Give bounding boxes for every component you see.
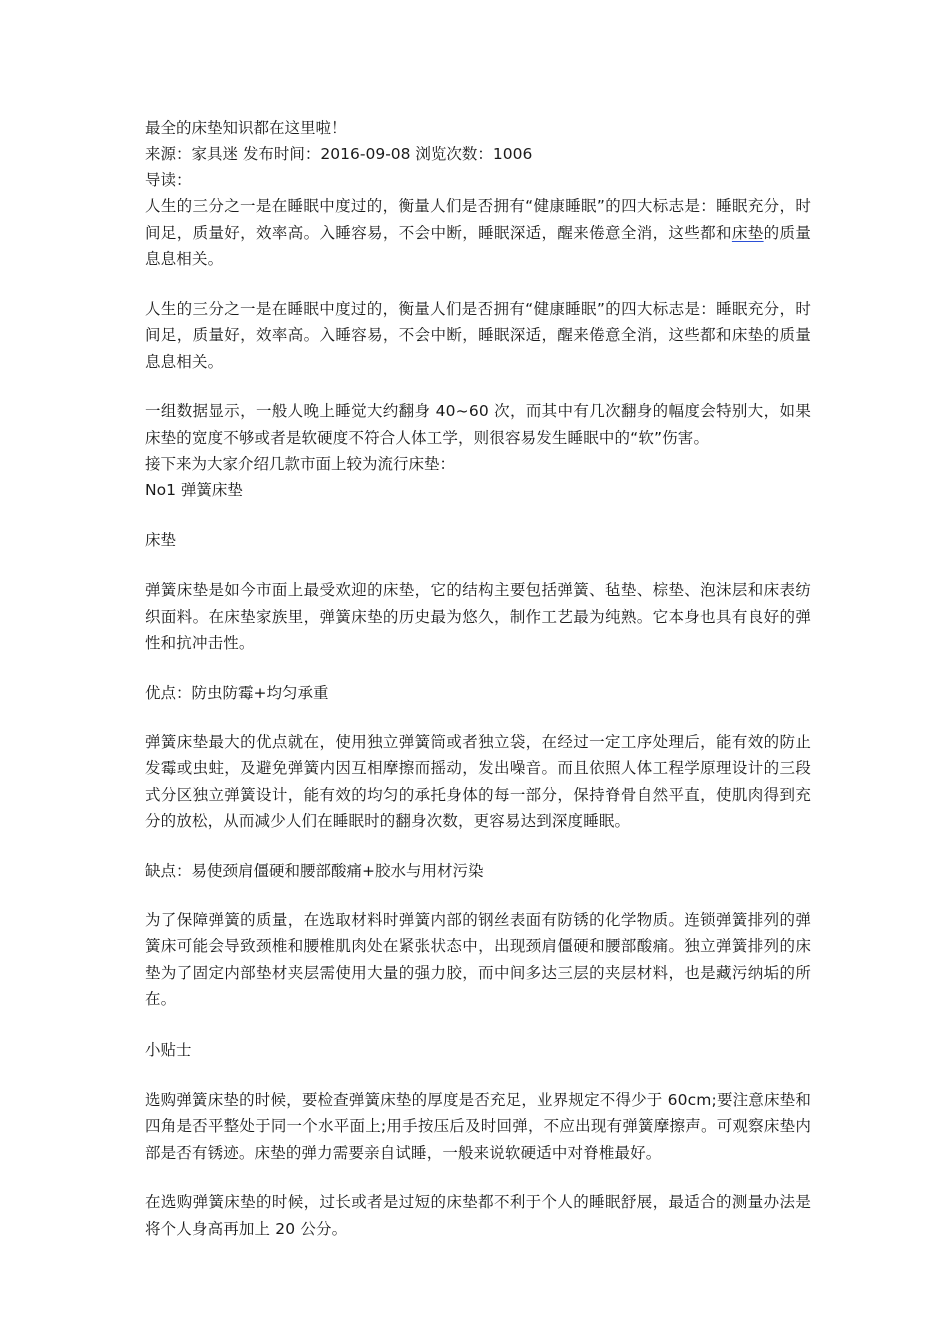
spacer — [145, 657, 811, 680]
document-page — [145, 115, 811, 1242]
paragraph-3: 弹簧床垫是如今市面上最受欢迎的床垫，它的结构主要包括弹簧、毡垫、棕垫、泡沫层和床表纺织面料。在床垫家族里，弹簧床垫的历史最为悠久，制作工艺最为纯熟。它本身也具有良好的弹性和抗冲击性。 — [145, 581, 811, 652]
paragraph-6: 选购弹簧床垫的时候，要检查弹簧床垫的厚度是否充足，业界规定不得少于 60cm;要注意床垫和四角是否平整处于同一个水平面上;用手按压后及时回弹，不应出现有弹簧摩擦声。可观察床垫内部是否有锈迹。床垫的弹力需要亲自试睡，一般来说软硬适中对脊椎最好。 — [145, 1090, 811, 1162]
paragraph-7: 在选购弹簧床垫的时候，过长或者是过短的床垫都不利于个人的睡眠舒展，最适合的测量办法是将个人身高再加上 20 公分。 — [145, 1193, 811, 1238]
tips-heading: 小贴士 — [145, 1040, 192, 1059]
section-label: 床垫 — [145, 531, 177, 549]
spacer — [145, 273, 811, 296]
lead-label: 导读： — [145, 171, 192, 189]
article-meta: 来源：家具迷 发布时间：2016-09-08 浏览次数：1006 — [145, 145, 533, 163]
lead-paragraph — [145, 193, 811, 273]
article-title: 最全的床垫知识都在这里啦！ — [145, 119, 347, 137]
lead-text-end: 的质量息息相关。 — [145, 223, 811, 268]
spacer — [145, 1063, 811, 1087]
spacer — [145, 835, 811, 858]
spacer — [145, 375, 811, 398]
spacer — [145, 706, 811, 729]
paragraph-4: 弹簧床垫最大的优点就在，使用独立弹簧筒或者独立袋，在经过一定工序处理后，能有效的防止发霉或虫蛀，及避免弹簧内因互相摩擦而摇动，发出噪音。而且依照人体工程学原理设计的三段式分区独立弹簧设计，能有效的均匀的承托身体的每一部分，保持脊骨自然平直，使肌肉得到充分的放松，从而减少人们在睡眠时的翻身次数，更容易达到深度睡眠。 — [145, 732, 811, 830]
spacer — [145, 884, 811, 907]
pros-heading: 优点：防虫防霉+均匀承重 — [145, 683, 329, 702]
paragraph-1: 人生的三分之一是在睡眠中度过的，衡量人们是否拥有“健康睡眠”的四大标志是：睡眠充分，时间足，质量好，效率高。入睡容易，不会中断，睡眠深适，醒来倦意全消，这些都和床垫的质量息息相关。 — [145, 299, 811, 371]
mattress-link[interactable]: 床垫 — [731, 223, 764, 242]
lead-text: 人生的三分之一是在睡眠中度过的，衡量人们是否拥有“健康睡眠”的四大标志是：睡眠充分，时间足，质量好，效率高。入睡容易，不会中断，睡眠深适，醒来倦意全消，这些都和 — [145, 197, 811, 242]
section-heading: No1 弹簧床垫 — [145, 481, 243, 499]
spacer — [145, 553, 811, 577]
spacer — [145, 1166, 811, 1189]
cons-heading: 缺点：易使颈肩僵硬和腰部酸痛+胶水与用材污染 — [145, 861, 484, 880]
spacer — [145, 503, 811, 527]
paragraph-5: 为了保障弹簧的质量，在选取材料时弹簧内部的钢丝表面有防锈的化学物质。连锁弹簧排列的弹簧床可能会导致颈椎和腰椎肌肉处在紧张状态中，出现颈肩僵硬和腰部酸痛。独立弹簧排列的床垫为了固定内部垫材夹层需使用大量的强力胶，而中间多达三层的夹层材料，也是藏污纳垢的所在。 — [145, 910, 811, 1008]
spacer — [145, 1013, 811, 1037]
intro-line: 接下来为大家介绍几款市面上较为流行床垫： — [145, 455, 456, 473]
paragraph-2: 一组数据显示，一般人晚上睡觉大约翻身 40~60 次，而其中有几次翻身的幅度会特别大，如果床垫的宽度不够或者是软硬度不符合人体工学，则很容易发生睡眠中的“软”伤害。 — [145, 402, 811, 447]
